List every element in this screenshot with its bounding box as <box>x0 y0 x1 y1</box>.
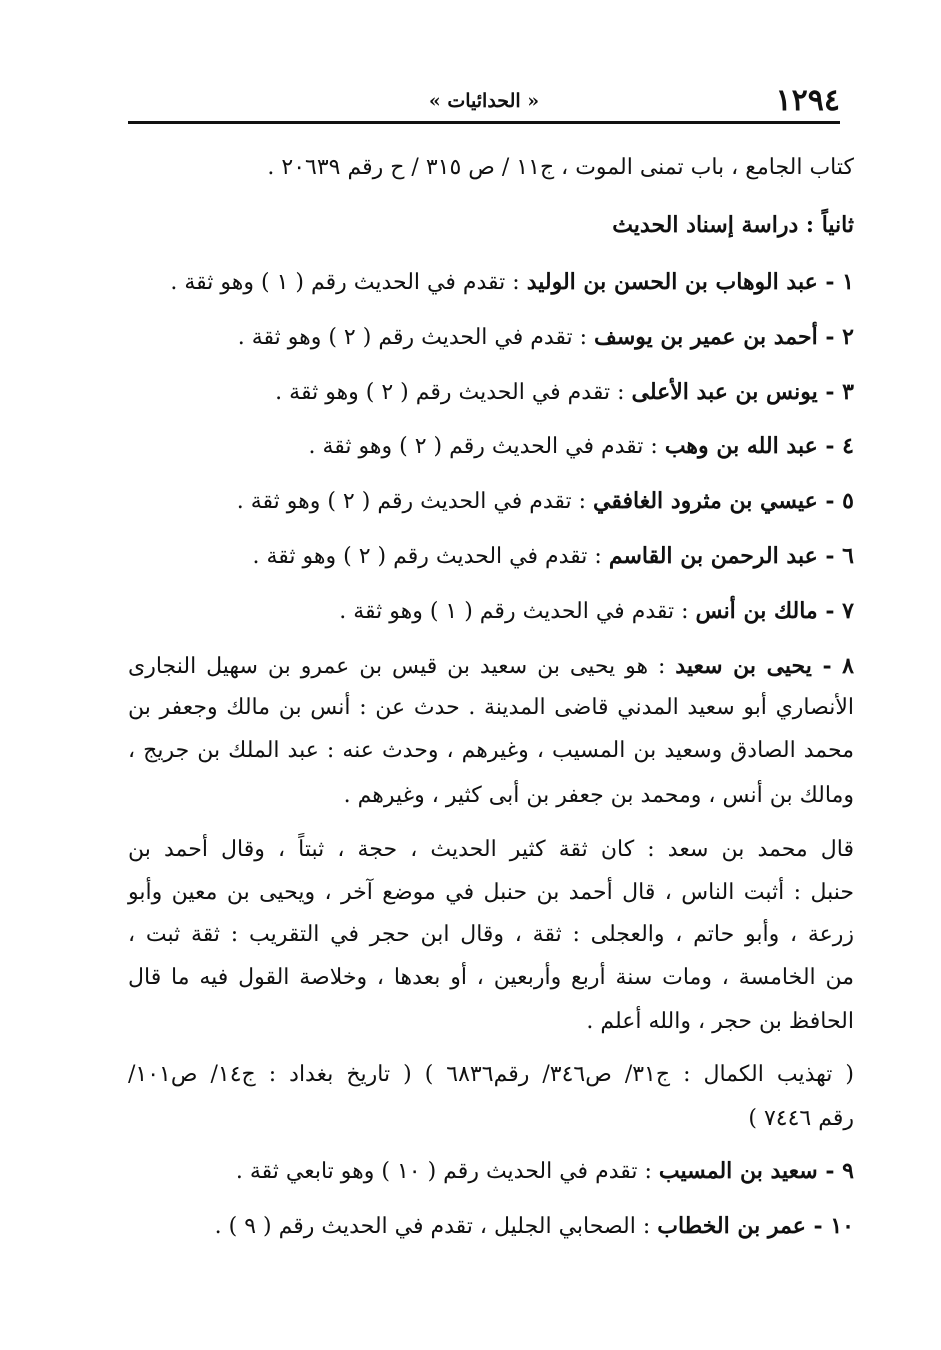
narrator-note: : تقدم في الحديث رقم ( ٢ ) وهو ثقة . <box>275 380 632 405</box>
narrator-name: ٢ - أحمد بن عمير بن يوسف <box>594 324 854 350</box>
yahya-entry-line: محمد الصادق وسعيد بن المسيب ، وغيرهم ، وحدث عنه : عبد الملك بن جريج ، <box>128 738 854 763</box>
header-rule <box>128 121 840 124</box>
section-heading: ثانياً : دراسة إسناد الحديث <box>612 212 854 238</box>
narrator-name: ٣ - يونس بن عبد الأعلى <box>631 379 854 405</box>
narrator-entry <box>236 1151 854 1191</box>
opinion-line: من الخامسة ، ومات سنة أربع وأربعين ، أو بعدها ، وخلاصة القول فيه ما قال <box>128 965 854 990</box>
narrator-note: : هو يحيى بن سعيد بن قيس بن عمرو بن سهيل النجارى <box>128 654 676 679</box>
running-title: « الحدائيات » <box>428 90 540 112</box>
narrator-name: ٤ - عبد الله بن وهب <box>664 433 854 459</box>
yahya-entry-line: ومالك بن أنس ، ومحمد بن جعفر بن أبى كثير ، وغيرهم . <box>343 783 854 808</box>
yahya-entry-line <box>128 646 854 686</box>
narrator-entry <box>339 591 854 631</box>
narrator-note: : تقدم في الحديث رقم ( ١ ) وهو ثقة . <box>339 599 696 624</box>
page-number: ١٢٩٤ <box>775 83 840 118</box>
narrator-name: ٩ - سعيد بن المسيب <box>658 1158 854 1184</box>
opinion-line: حنبل : أثبت الناس ، قال أحمد بن حنبل في موضع آخر ، ويحيى بن معين وأبو <box>128 880 854 905</box>
narrator-note: : تقدم في الحديث رقم ( ١ ) وهو ثقة . <box>170 270 527 295</box>
reference-line: رقم ٧٤٤٦ ) <box>748 1106 854 1131</box>
yahya-entry-line: الأنصاري أبو سعيد المدني قاضى المدينة . حدث عن : أنس بن مالك وجعفر بن <box>128 695 854 720</box>
opinion-line: الحافظ بن حجر ، والله أعلم . <box>586 1009 854 1034</box>
narrator-name: ١٠ - عمر بن الخطاب <box>657 1213 854 1239</box>
narrator-note: : تقدم في الحديث رقم ( ٢ ) وهو ثقة . <box>252 544 609 569</box>
narrator-note: : الصحابي الجليل ، تقدم في الحديث رقم ( ٩ ) . <box>214 1214 658 1239</box>
source-reference: كتاب الجامع ، باب تمنى الموت ، ج١١ / ص ٣١٥ / ح رقم ٢٠٦٣٩ . <box>267 155 854 180</box>
opinion-line: زرعة ، وأبو حاتم ، والعجلى : ثقة ، وقال ابن حجر في التقريب : ثقة ثبت ، <box>128 922 854 947</box>
narrator-note: : تقدم في الحديث رقم ( ٢ ) وهو ثقة . <box>236 489 594 514</box>
narrator-name: ٥ - عيسي بن مثرود الغافقي <box>593 488 854 514</box>
narrator-note: : تقدم في الحديث رقم ( ٢ ) وهو ثقة . <box>237 325 595 350</box>
page-header <box>128 80 840 122</box>
narrator-name: ٦ - عبد الرحمن بن القاسم <box>608 543 854 569</box>
narrator-entry <box>238 317 854 357</box>
narrator-entry <box>253 536 855 576</box>
narrator-note: : تقدم في الحديث رقم ( ١٠ ) وهو تابعي ثقة . <box>235 1159 659 1184</box>
narrator-entry <box>275 372 854 412</box>
narrator-entry <box>309 426 854 466</box>
narrator-entry <box>215 1206 854 1246</box>
narrator-note: : تقدم في الحديث رقم ( ٢ ) وهو ثقة . <box>308 434 665 459</box>
reference-line: ( تهذيب الكمال : ج٣١/ ص٣٤٦/ رقم٦٨٣٦ ) ( تاريخ بغداد : ج١٤/ ص١٠١/ <box>128 1062 854 1087</box>
narrator-name: ٨ - يحيى بن سعيد <box>675 653 854 679</box>
opinion-line: قال محمد بن سعد : كان ثقة كثير الحديث ، حجة ، ثبتاً ، وقال أحمد بن <box>128 837 854 862</box>
narrator-entry <box>170 262 854 302</box>
narrator-name: ٧ - مالك بن أنس <box>695 598 854 624</box>
narrator-name: ١ - عبد الوهاب بن الحسن بن الوليد <box>526 269 854 295</box>
narrator-entry <box>237 481 854 521</box>
